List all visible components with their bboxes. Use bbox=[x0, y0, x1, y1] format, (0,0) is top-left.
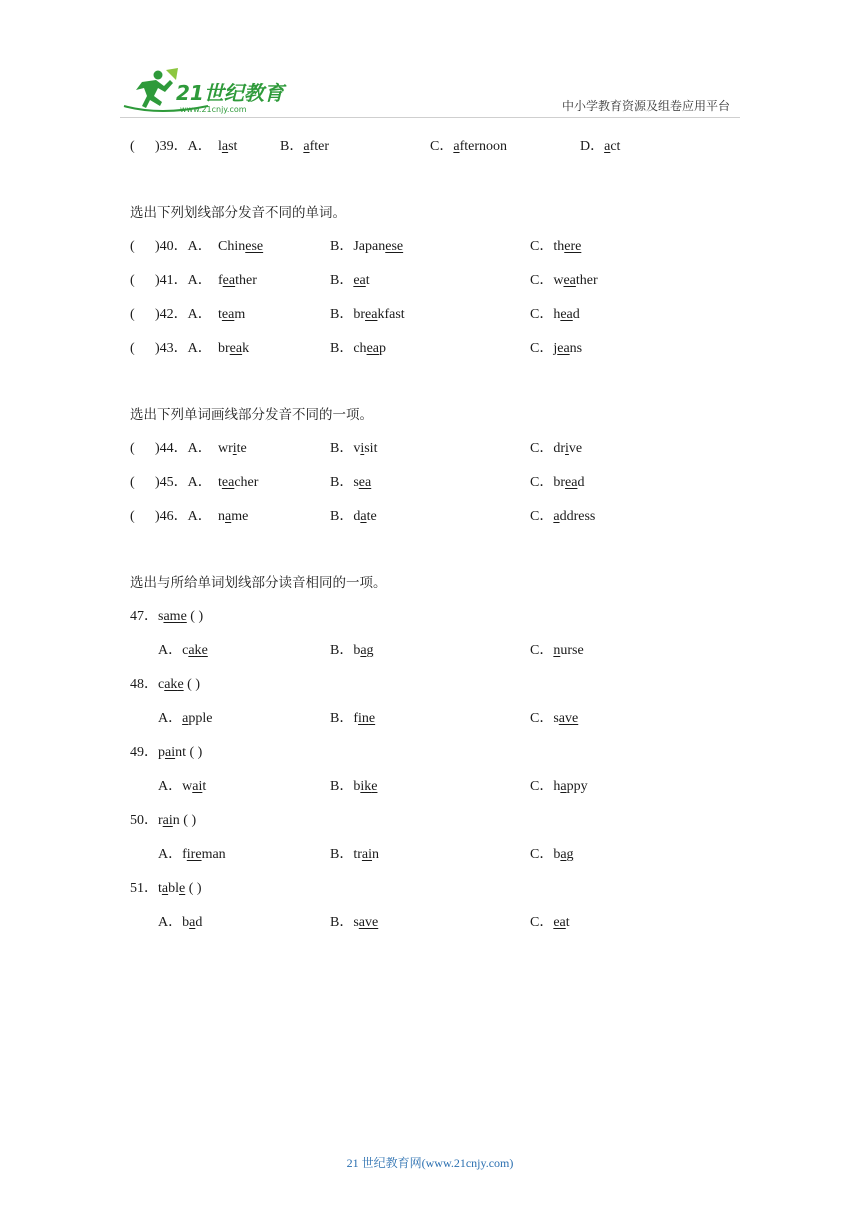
option-c: C．afternoon bbox=[430, 139, 507, 154]
section-1-title: 选出下列划线部分发音不同的单词。 bbox=[130, 205, 346, 221]
option-b: B．sea bbox=[330, 475, 372, 490]
option-a: A．cake bbox=[158, 643, 208, 658]
option-c: C．happy bbox=[530, 779, 588, 794]
logo-21cnjy bbox=[120, 66, 292, 116]
section-3-title: 选出与所给单词划线部分读音相同的一项。 bbox=[130, 575, 387, 591]
question-row bbox=[130, 304, 750, 338]
option-c: C．nurse bbox=[530, 643, 584, 658]
question-row bbox=[130, 270, 750, 304]
answer-paren[interactable]: ( bbox=[130, 273, 135, 288]
header-divider bbox=[120, 117, 740, 118]
answer-paren[interactable]: ( bbox=[130, 475, 135, 490]
header-platform-text: 中小学教育资源及组卷应用平台 bbox=[561, 99, 730, 113]
logo-text: 21世纪教育 bbox=[176, 81, 284, 105]
option-b: B．Japanese bbox=[330, 239, 404, 254]
question-number: )41．A． bbox=[155, 273, 212, 288]
answer-paren[interactable]: ( bbox=[130, 509, 135, 524]
question-row bbox=[130, 472, 750, 506]
option-a: teacher bbox=[218, 475, 259, 490]
option-a: A．wait bbox=[158, 779, 207, 794]
page-header bbox=[0, 0, 860, 125]
option-c: C．there bbox=[530, 239, 582, 254]
answer-paren[interactable]: ( bbox=[130, 441, 135, 456]
option-a: name bbox=[218, 509, 249, 524]
option-b: B．date bbox=[330, 509, 377, 524]
option-c: C．head bbox=[530, 307, 580, 322]
options-row bbox=[130, 776, 750, 810]
option-b: B．bike bbox=[330, 779, 378, 794]
option-a: last bbox=[218, 139, 238, 154]
question-stem: 51．table ( ) bbox=[130, 881, 202, 896]
option-c: C．weather bbox=[530, 273, 598, 288]
question-number: )43．A． bbox=[155, 341, 212, 356]
option-c: C．jeans bbox=[530, 341, 583, 356]
question-number: )46．A． bbox=[155, 509, 212, 524]
answer-paren[interactable]: ( bbox=[130, 307, 135, 322]
option-b: B．eat bbox=[330, 273, 370, 288]
question-row bbox=[130, 506, 750, 540]
option-a: write bbox=[218, 441, 247, 456]
worksheet-content bbox=[130, 136, 750, 946]
question-stem: 47．same ( ) bbox=[130, 609, 204, 624]
option-b: B．after bbox=[280, 139, 329, 154]
option-c: C．bread bbox=[530, 475, 585, 490]
options-row bbox=[130, 708, 750, 742]
question-number: )45．A． bbox=[155, 475, 212, 490]
option-b: B．bag bbox=[330, 643, 374, 658]
answer-paren[interactable]: ( ) bbox=[179, 813, 197, 828]
option-b: B．train bbox=[330, 847, 380, 862]
question-number: )39．A． bbox=[155, 139, 212, 154]
question-number: )44．A． bbox=[155, 441, 212, 456]
option-a: A．apple bbox=[158, 711, 213, 726]
section-2-title: 选出下列单词画线部分发音不同的一项。 bbox=[130, 407, 373, 423]
option-a: Chinese bbox=[218, 239, 264, 254]
options-row bbox=[130, 640, 750, 674]
option-b: B．cheap bbox=[330, 341, 386, 356]
question-stem: 50．rain ( ) bbox=[130, 813, 197, 828]
option-c: C．address bbox=[530, 509, 596, 524]
options-row bbox=[130, 844, 750, 878]
question-number: )40．A． bbox=[155, 239, 212, 254]
option-c: C．bag bbox=[530, 847, 574, 862]
option-c: C．save bbox=[530, 711, 579, 726]
answer-paren[interactable]: ( bbox=[130, 239, 135, 254]
option-c: C．eat bbox=[530, 915, 570, 930]
question-stem: 49．paint ( ) bbox=[130, 745, 203, 760]
option-b: B．breakfast bbox=[330, 307, 405, 322]
question-row bbox=[130, 438, 750, 472]
question-number: )42．A． bbox=[155, 307, 212, 322]
option-b: B．visit bbox=[330, 441, 378, 456]
option-c: C．drive bbox=[530, 441, 583, 456]
question-row bbox=[130, 236, 750, 270]
option-a: A．bad bbox=[158, 915, 203, 930]
answer-paren[interactable]: ( ) bbox=[183, 677, 200, 692]
logo-url: www.21cnjy.com bbox=[180, 105, 247, 114]
option-a: A．fireman bbox=[158, 847, 226, 862]
answer-paren[interactable]: ( bbox=[130, 139, 135, 154]
option-b: B．save bbox=[330, 915, 379, 930]
option-d: D．act bbox=[580, 139, 621, 154]
answer-paren[interactable]: ( bbox=[130, 341, 135, 356]
footer-text: 21 世纪教育网(www.21cnjy.com) bbox=[346, 1156, 514, 1170]
option-b: B．fine bbox=[330, 711, 376, 726]
question-39 bbox=[130, 136, 750, 170]
answer-paren[interactable]: ( ) bbox=[186, 745, 203, 760]
answer-paren[interactable]: ( ) bbox=[186, 609, 204, 624]
option-a: break bbox=[218, 341, 250, 356]
answer-paren[interactable]: ( ) bbox=[185, 881, 202, 896]
option-a: team bbox=[218, 307, 246, 322]
question-stem: 48．cake ( ) bbox=[130, 677, 200, 692]
option-a: feather bbox=[218, 273, 257, 288]
options-row bbox=[130, 912, 750, 946]
question-row bbox=[130, 338, 750, 372]
